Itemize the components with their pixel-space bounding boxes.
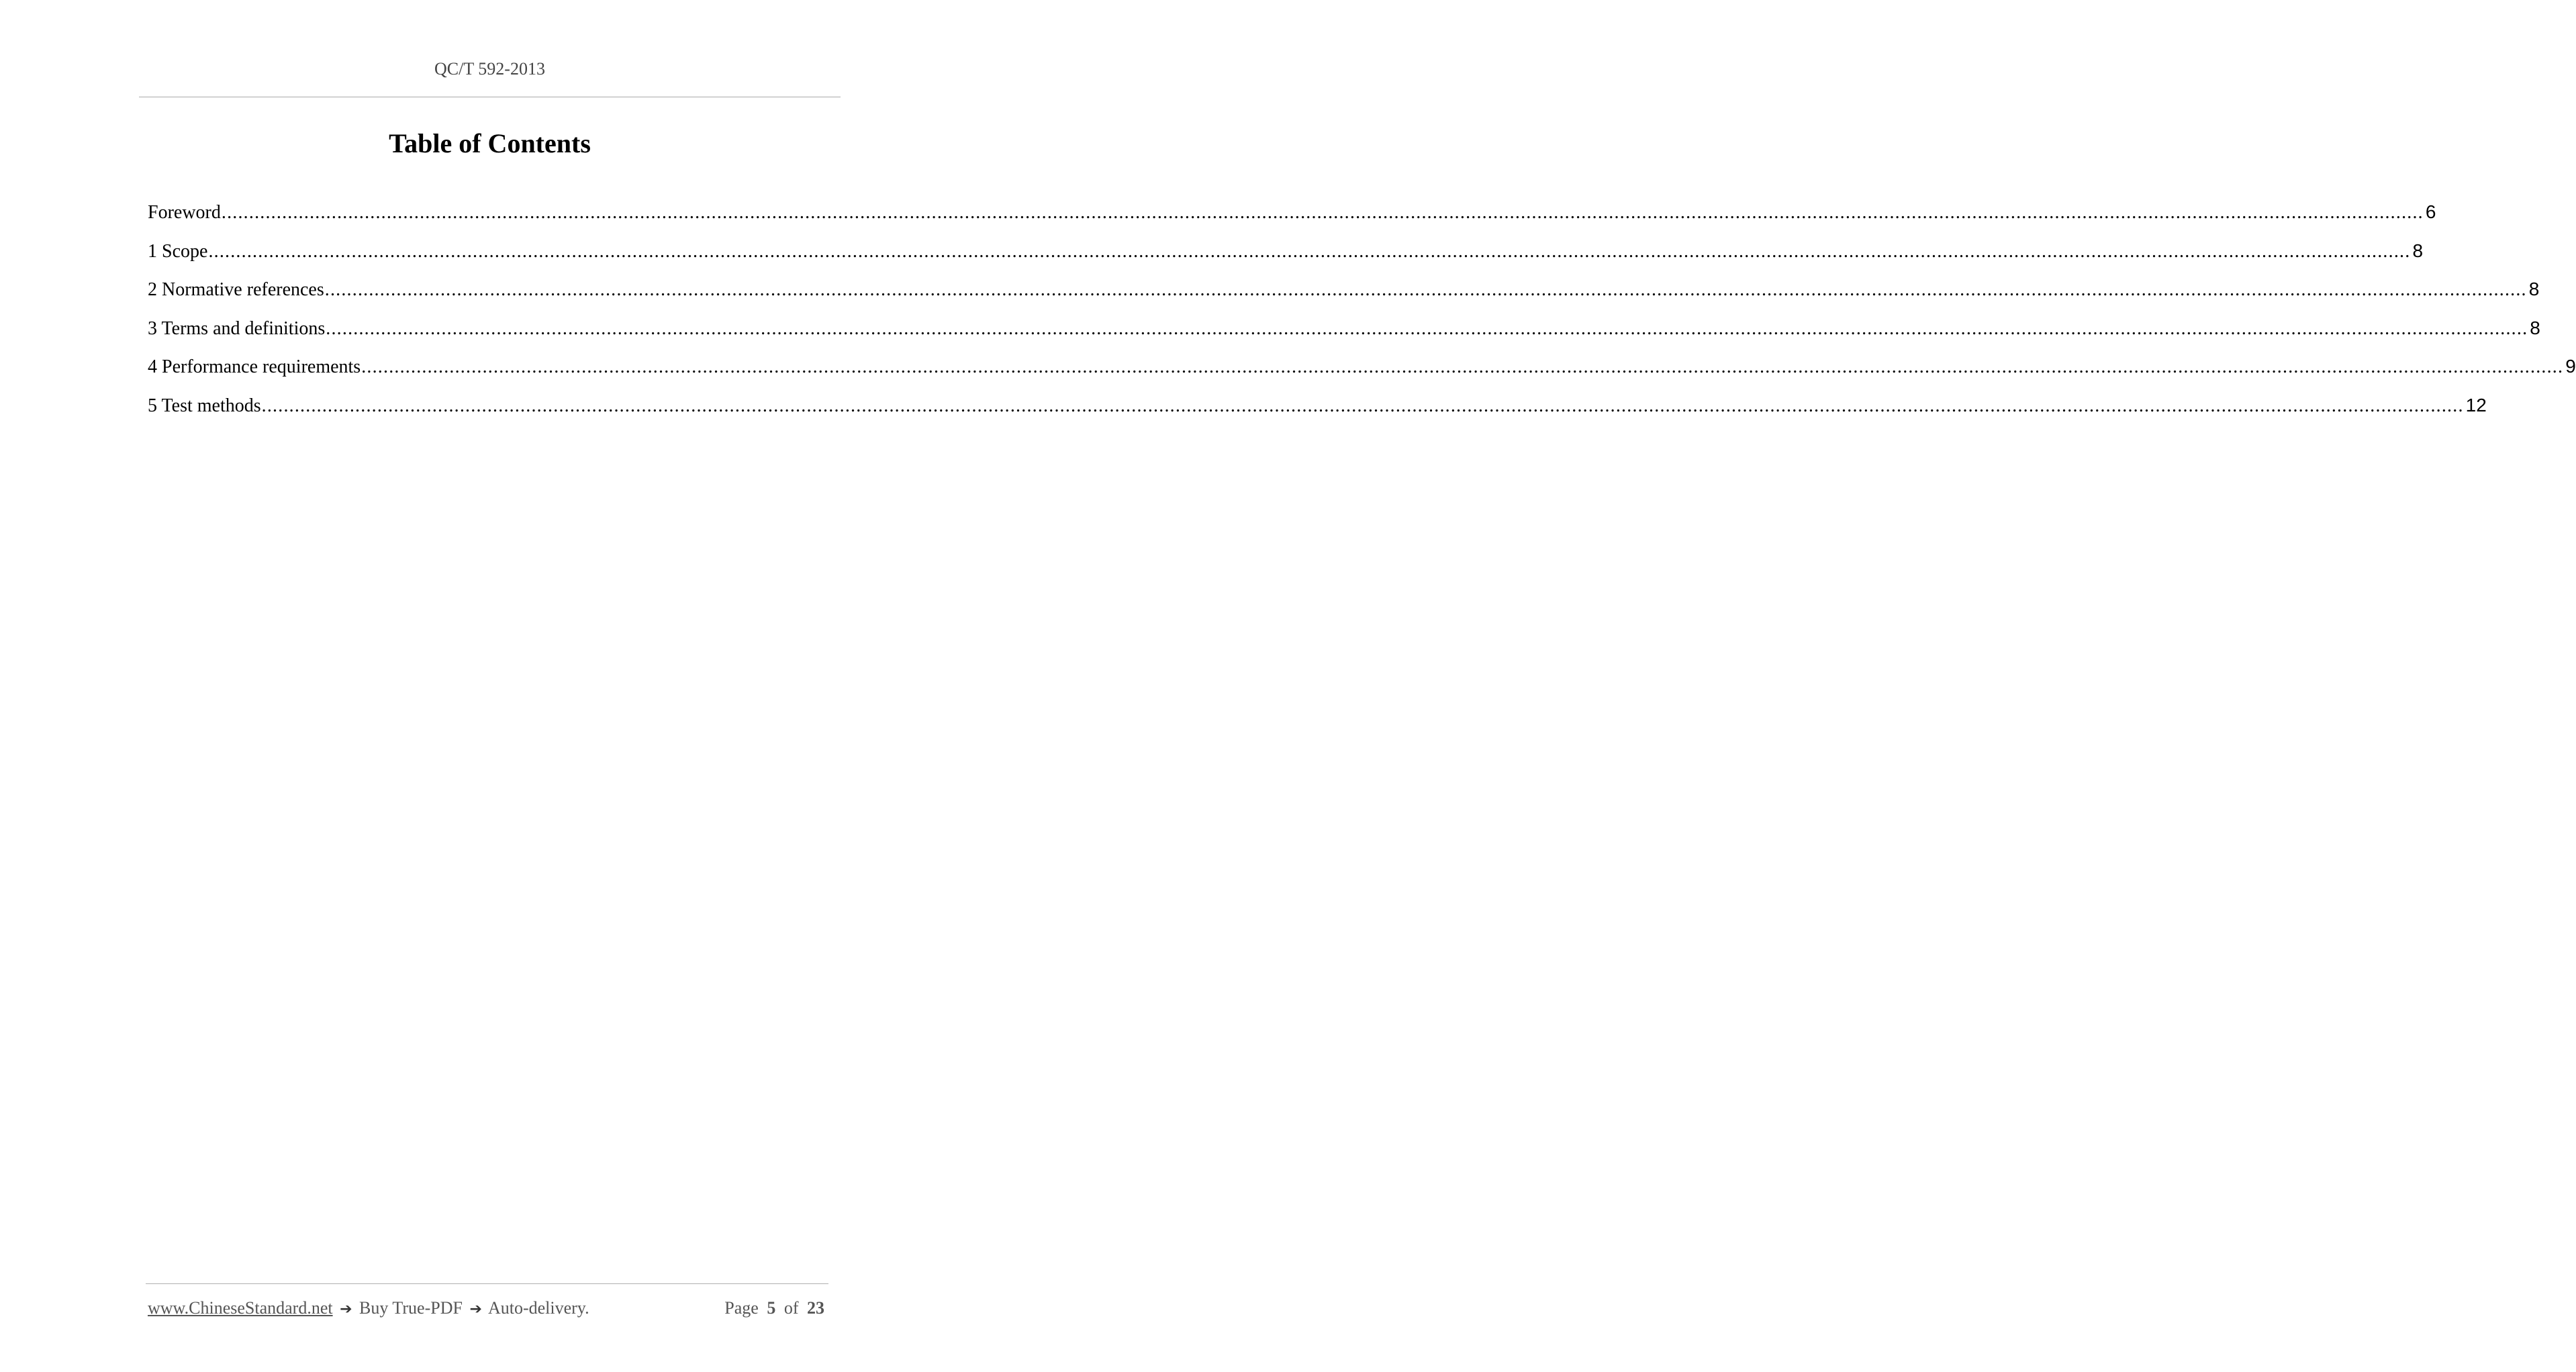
toc-entry-page: 8	[2530, 317, 2540, 338]
of-word: of	[783, 1298, 799, 1318]
toc-entry-label: 5 Test methods	[148, 395, 261, 416]
toc-entry-page: 9	[2565, 356, 2576, 377]
toc-dot-leader: ................................................................................................................................................................................................................................................................................................................................................................................................................	[326, 317, 2528, 339]
right-arrow-icon: ➔	[340, 1301, 352, 1318]
document-code-header: QC/T 592-2013	[434, 59, 545, 79]
toc-entry-terms-and-definitions[interactable]	[148, 317, 2540, 356]
page-word: Page	[724, 1298, 759, 1318]
page-indicator	[724, 1298, 828, 1318]
toc-dot-leader: ................................................................................................................................................................................................................................................................................................................................................................................................................	[361, 356, 2564, 378]
footer-divider	[146, 1283, 828, 1284]
total-pages-number: 23	[807, 1298, 824, 1318]
toc-dot-leader: ................................................................................................................................................................................................................................................................................................................................................................................................................	[261, 395, 2464, 416]
toc-entry-test-methods[interactable]	[148, 394, 2487, 434]
toc-entry-label: 4 Performance requirements	[148, 356, 361, 378]
right-arrow-icon: ➔	[469, 1301, 482, 1318]
website-link[interactable]: www.ChineseStandard.net	[148, 1298, 333, 1318]
toc-entry-scope[interactable]	[148, 240, 2424, 279]
toc-entry-label: 2 Normative references	[148, 279, 324, 301]
toc-entry-foreword[interactable]	[148, 201, 2436, 240]
toc-dot-leader: ................................................................................................................................................................................................................................................................................................................................................................................................................	[221, 202, 2424, 223]
auto-delivery-text: Auto-delivery.	[487, 1298, 589, 1318]
footer-promo	[148, 1298, 589, 1318]
buy-true-pdf-text: Buy True-PDF	[359, 1298, 463, 1318]
toc-entry-label: 1 Scope	[148, 240, 208, 262]
toc-entry-label: 3 Terms and definitions	[148, 317, 326, 339]
toc-dot-leader: ................................................................................................................................................................................................................................................................................................................................................................................................................	[208, 240, 2411, 262]
toc-title: Table of Contents	[389, 128, 591, 158]
current-page-number: 5	[767, 1298, 776, 1318]
toc-dot-leader: ................................................................................................................................................................................................................................................................................................................................................................................................................	[324, 279, 2527, 301]
toc-entry-page: 12	[2465, 394, 2487, 415]
toc-entry-normative-references[interactable]	[148, 279, 2540, 317]
toc-entry-performance-requirements[interactable]	[148, 356, 2576, 395]
toc-entry-page: 8	[2528, 279, 2540, 300]
toc-entry-page: 6	[2425, 201, 2436, 222]
table-of-contents	[148, 201, 2576, 434]
toc-entry-label: Foreword	[148, 202, 221, 223]
toc-entry-page: 8	[2412, 240, 2424, 261]
